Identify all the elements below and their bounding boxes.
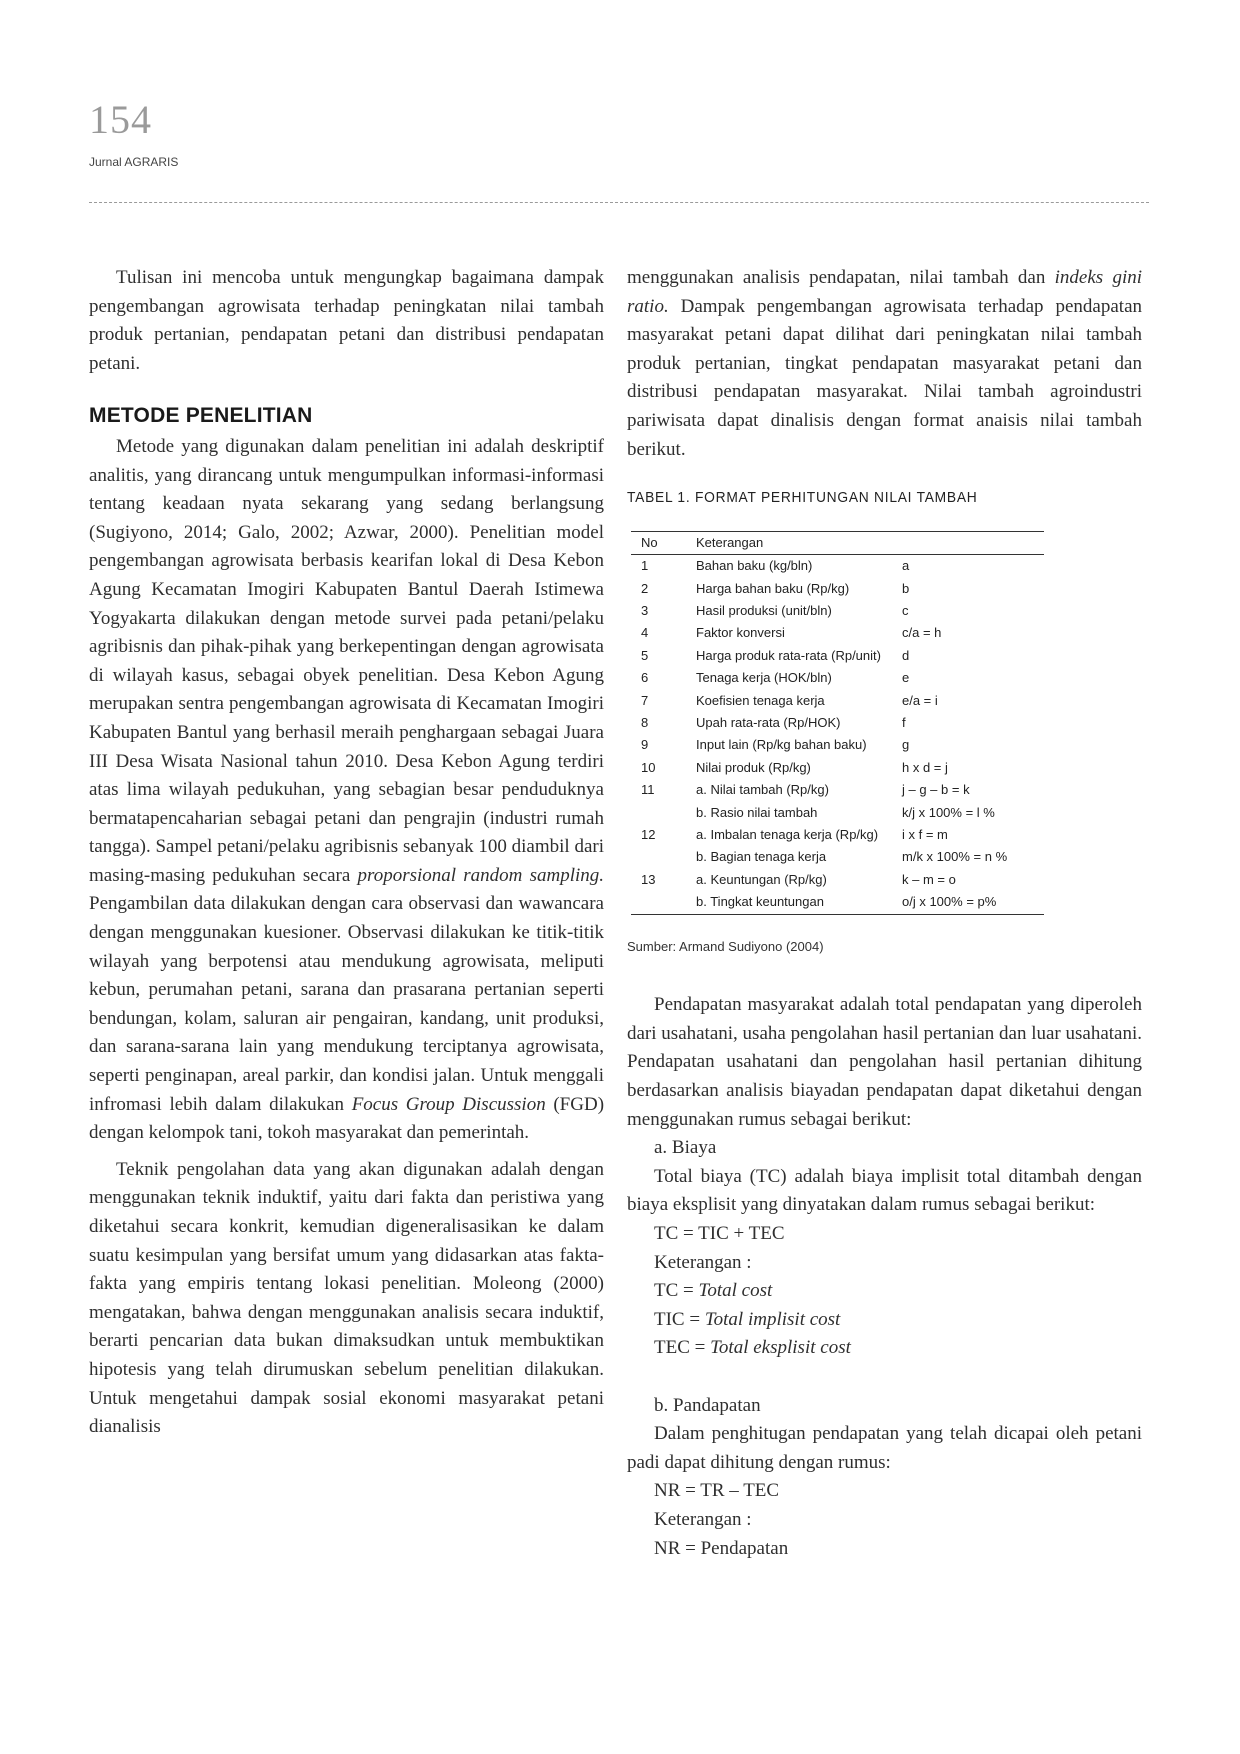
- cell-no: [631, 891, 696, 914]
- method-text: Metode yang digunakan dalam penelitian ini adalah deskriptif analitis, yang dirancang untuk mengumpulkan informasi-informasi tentang keadaan nyata sekarang yang sedang berlangsung (Sugiyono, 2014; Galo, 2002; Azwar, 2000). Penelitian model pengembangan agrowisata berbasis kearifan lokal di Desa Kebon Agung Kecamatan Imogiri Kabupaten Bantul Daerah Istimewa Yogyakarta dilakukan dengan metode survei pada petani/pelaku agribisnis dan pihak-pihak yang berkepentingan dengan agrowisata di wilayah kasus, sebagai obyek penelitian. Desa Kebon Agung merupakan sentra pengembangan agrowisata di Kecamatan Imogiri Kabupaten Bantul yang berhasil meraih penghargaan sebagai Juara III Desa Wisata Nasional tahun 2010. Desa Kebon Agung terdiri atas lima wilayah pedukuhan, yang sebagian besar penduduknya bermatapencaharian sebagai petani dan pengrajin (industri rumah tangga). Sampel petani/pelaku agribisnis sebanyak 100 diambil dari masing-masing pedukuhan secara: [89, 435, 604, 886]
- cell-formula: e: [902, 670, 910, 686]
- cell-no: 8: [641, 715, 649, 730]
- tc-definition: [627, 1277, 1142, 1306]
- method-text-cont: Pengambilan data dilakukan dengan cara observasi dan wawancara dengan menggunakan kuesioner. Observasi dilakukan ke titik-titik wilayah yang berpotensi atau mendukung agrowisata, meliputi kebun, perumahan petani, sarana dan prasarana pertanian seperti bendungan, kolam, saluran air pengairan, kandang, unit produksi, dan sarana-sarana lain yang mendukung terciptanya agrowisata, seperti penginapan, areal parkir, dan kondisi jalan. Untuk menggali infromasi lebih dalam dilakukan: [89, 893, 604, 1115]
- header-divider: [89, 202, 1149, 203]
- cell-keterangan: Koefisien tenaga kerja: [696, 692, 825, 708]
- table-header-row: [631, 531, 1044, 554]
- tc-label: TC =: [654, 1280, 699, 1302]
- cell-keterangan: a. Nilai tambah (Rp/kg): [696, 782, 829, 798]
- cell-formula: c/a = h: [902, 625, 942, 641]
- table-row: [631, 757, 1044, 779]
- table-row: [631, 667, 1044, 689]
- cell-no: 13: [641, 871, 656, 887]
- cell-formula: b: [902, 580, 910, 596]
- table-row: [631, 846, 1044, 868]
- table-row: [631, 622, 1044, 644]
- cell-keterangan: Harga bahan baku (Rp/kg): [696, 580, 850, 596]
- header-no: No: [641, 534, 658, 550]
- cell-formula: d: [902, 647, 910, 663]
- cell-formula: e/a = i: [902, 692, 938, 708]
- page-number: 154: [89, 97, 152, 142]
- table-body: [631, 555, 1044, 915]
- table-row: [631, 824, 1044, 846]
- left-column: [89, 264, 604, 1442]
- cost-paragraph: Total biaya (TC) adalah biaya implisit total ditambah dengan biaya eksplisit yang dinyatakan dalam rumus sebagai berikut:: [627, 1165, 1142, 1216]
- cell-no: 1: [641, 558, 649, 574]
- cell-no: 12: [641, 827, 656, 843]
- cont-text: menggunakan analisis pendapatan, nilai tambah dan: [627, 267, 1046, 288]
- cell-formula: i x f = m: [902, 827, 948, 843]
- tec-italic: Total eksplisit cost: [710, 1337, 851, 1359]
- cell-no: 7: [641, 692, 649, 708]
- cell-no: 4: [641, 625, 649, 641]
- cell-formula: m/k x 100% = n %: [902, 849, 1008, 865]
- table-row: [631, 690, 1044, 712]
- tic-label: TIC =: [654, 1308, 705, 1330]
- cell-keterangan: Harga produk rata-rata (Rp/unit): [696, 647, 881, 663]
- table-row: [631, 712, 1044, 734]
- cell-keterangan: Tenaga kerja (HOK/bln): [696, 670, 832, 686]
- tic-definition: [627, 1306, 1142, 1335]
- table-row: [631, 600, 1044, 622]
- cell-formula: h x d = j: [902, 759, 948, 775]
- cell-formula: k/j x 100% = l %: [902, 804, 995, 820]
- section-heading: METODE PENELITIAN: [89, 404, 313, 428]
- cell-keterangan: Bahan baku (kg/bln): [696, 558, 813, 574]
- method-text-end: (FGD) dengan kelompok tani, tokoh masyarakat dan pemerintah.: [89, 1093, 605, 1144]
- method-italic: proporsional random sampling.: [357, 864, 605, 886]
- table-row: [631, 779, 1044, 801]
- cell-keterangan: Faktor konversi: [696, 625, 785, 641]
- cell-no: [631, 802, 696, 824]
- tec-label: TEC =: [654, 1337, 711, 1359]
- keterangan-1: Keterangan :: [654, 1251, 752, 1273]
- right-column: [627, 264, 1142, 1563]
- item-b: b. Pandapatan: [654, 1394, 761, 1416]
- cell-no: 11: [641, 782, 655, 798]
- cell-no: 9: [641, 737, 649, 753]
- cell-no: 10: [641, 759, 656, 775]
- spacer: [89, 378, 604, 390]
- method-paragraph-1: [89, 433, 604, 1148]
- cont-text-end: Dampak pengembangan agrowisata terhadap pendapatan masyarakat petani dapat dilihat dari peningkatan nilai tambah produk pertanian, tingkat pendapatan masyarakat petani dan distribusi pendapatan masyarakat. Nilai tambah agroindustri pariwisata dapat dinalisis dengan format anaisis nilai tambah berikut.: [627, 295, 1143, 460]
- journal-name: Jurnal AGRARIS: [89, 155, 179, 169]
- tc-italic: Total cost: [698, 1280, 773, 1302]
- formula-nr: NR = TR – TEC: [654, 1480, 780, 1502]
- table-source: Sumber: Armand Sudiyono (2004): [627, 938, 824, 954]
- table-row: [631, 645, 1044, 667]
- cell-formula: j – g – b = k: [902, 782, 970, 798]
- nr-definition: NR = Pendapatan: [654, 1537, 789, 1559]
- table-row: [631, 578, 1044, 600]
- table-title: TABEL 1. FORMAT PERHITUNGAN NILAI TAMBAH: [627, 489, 978, 507]
- cell-formula: g: [902, 737, 910, 753]
- cell-formula: c: [902, 602, 909, 618]
- cell-keterangan: b. Rasio nilai tambah: [696, 804, 818, 820]
- cell-keterangan: Hasil produksi (unit/bln): [696, 602, 832, 618]
- cell-formula: a: [902, 558, 910, 574]
- cell-keterangan: Input lain (Rp/kg bahan baku): [696, 737, 867, 753]
- method-paragraph-2: Teknik pengolahan data yang akan digunakan adalah dengan menggunakan teknik induktif, yaitu dari fakta dan peristiwa yang diketahui secara konkrit, kemudian digeneralisasikan ke dalam suatu kesimpulan yang bersifat umum yang didasarkan atas fakta-fakta yang empiris tentang lokasi penelitian. Moleong (2000) mengatakan, bahwa dengan menggunakan analisis secara induktif, berarti pencarian data bukan dimaksudkan untuk membuktikan hipotesis yang telah dirumuskan sebelum penelitian dilakukan. Untuk mengetahui dampak sosial ekonomi masyarakat petani dianalisis: [89, 1158, 604, 1438]
- spacer: [627, 1363, 1142, 1392]
- fgd-italic: Focus Group Discussion: [351, 1093, 546, 1115]
- cell-keterangan: a. Keuntungan (Rp/kg): [696, 871, 827, 887]
- table-row: [631, 802, 1044, 824]
- cell-no: 5: [641, 647, 649, 663]
- continued-paragraph: [627, 264, 1142, 464]
- header-keterangan: Keterangan: [696, 534, 764, 550]
- cell-keterangan: b. Tingkat keuntungan: [696, 894, 824, 910]
- table-row: [631, 555, 1044, 578]
- cell-keterangan: a. Imbalan tenaga kerja (Rp/kg): [696, 827, 879, 843]
- header-formula: [902, 531, 1044, 554]
- income-calc-paragraph: Dalam penghitugan pendapatan yang telah dicapai oleh petani padi dapat dihitung dengan rumus:: [627, 1423, 1142, 1473]
- item-a: a. Biaya: [654, 1137, 717, 1159]
- gini-italic: indeks gini ratio.: [627, 267, 1142, 317]
- cell-no: [631, 846, 696, 868]
- keterangan-2: Keterangan :: [654, 1508, 752, 1530]
- cell-keterangan: Nilai produk (Rp/kg): [696, 759, 811, 775]
- table-row: [631, 734, 1044, 756]
- cell-no: 3: [641, 602, 649, 618]
- tic-italic: Total implisit cost: [704, 1308, 841, 1330]
- cell-keterangan: Upah rata-rata (Rp/HOK): [696, 715, 841, 730]
- cell-keterangan: b. Bagian tenaga kerja: [696, 849, 827, 865]
- value-added-table: [631, 531, 1044, 915]
- cell-no: 6: [641, 670, 649, 686]
- cell-no: 2: [641, 580, 649, 596]
- table-row: [631, 869, 1044, 891]
- cell-formula: k – m = o: [902, 871, 956, 887]
- table-row: [631, 891, 1044, 914]
- income-paragraph: Pendapatan masyarakat adalah total pendapatan yang diperoleh dari usahatani, usaha pengolahan hasil pertanian dan luar usahatani. Pendapatan usahatani dan pengolahan hasil pertanian dihitung berdasarkan analisis biayadan pendapatan dapat diketahui dengan menggunakan rumus sebagai berikut:: [627, 994, 1142, 1130]
- formula-tc: TC = TIC + TEC: [654, 1223, 785, 1244]
- cell-formula: o/j x 100% = p%: [902, 894, 997, 910]
- cell-formula: f: [902, 715, 906, 730]
- tec-definition: [627, 1334, 1142, 1363]
- intro-paragraph: Tulisan ini mencoba untuk mengungkap bagaimana dampak pengembangan agrowisata terhadap peningkatan nilai tambah produk pertanian, pendapatan petani dan distribusi pendapatan petani.: [89, 267, 604, 374]
